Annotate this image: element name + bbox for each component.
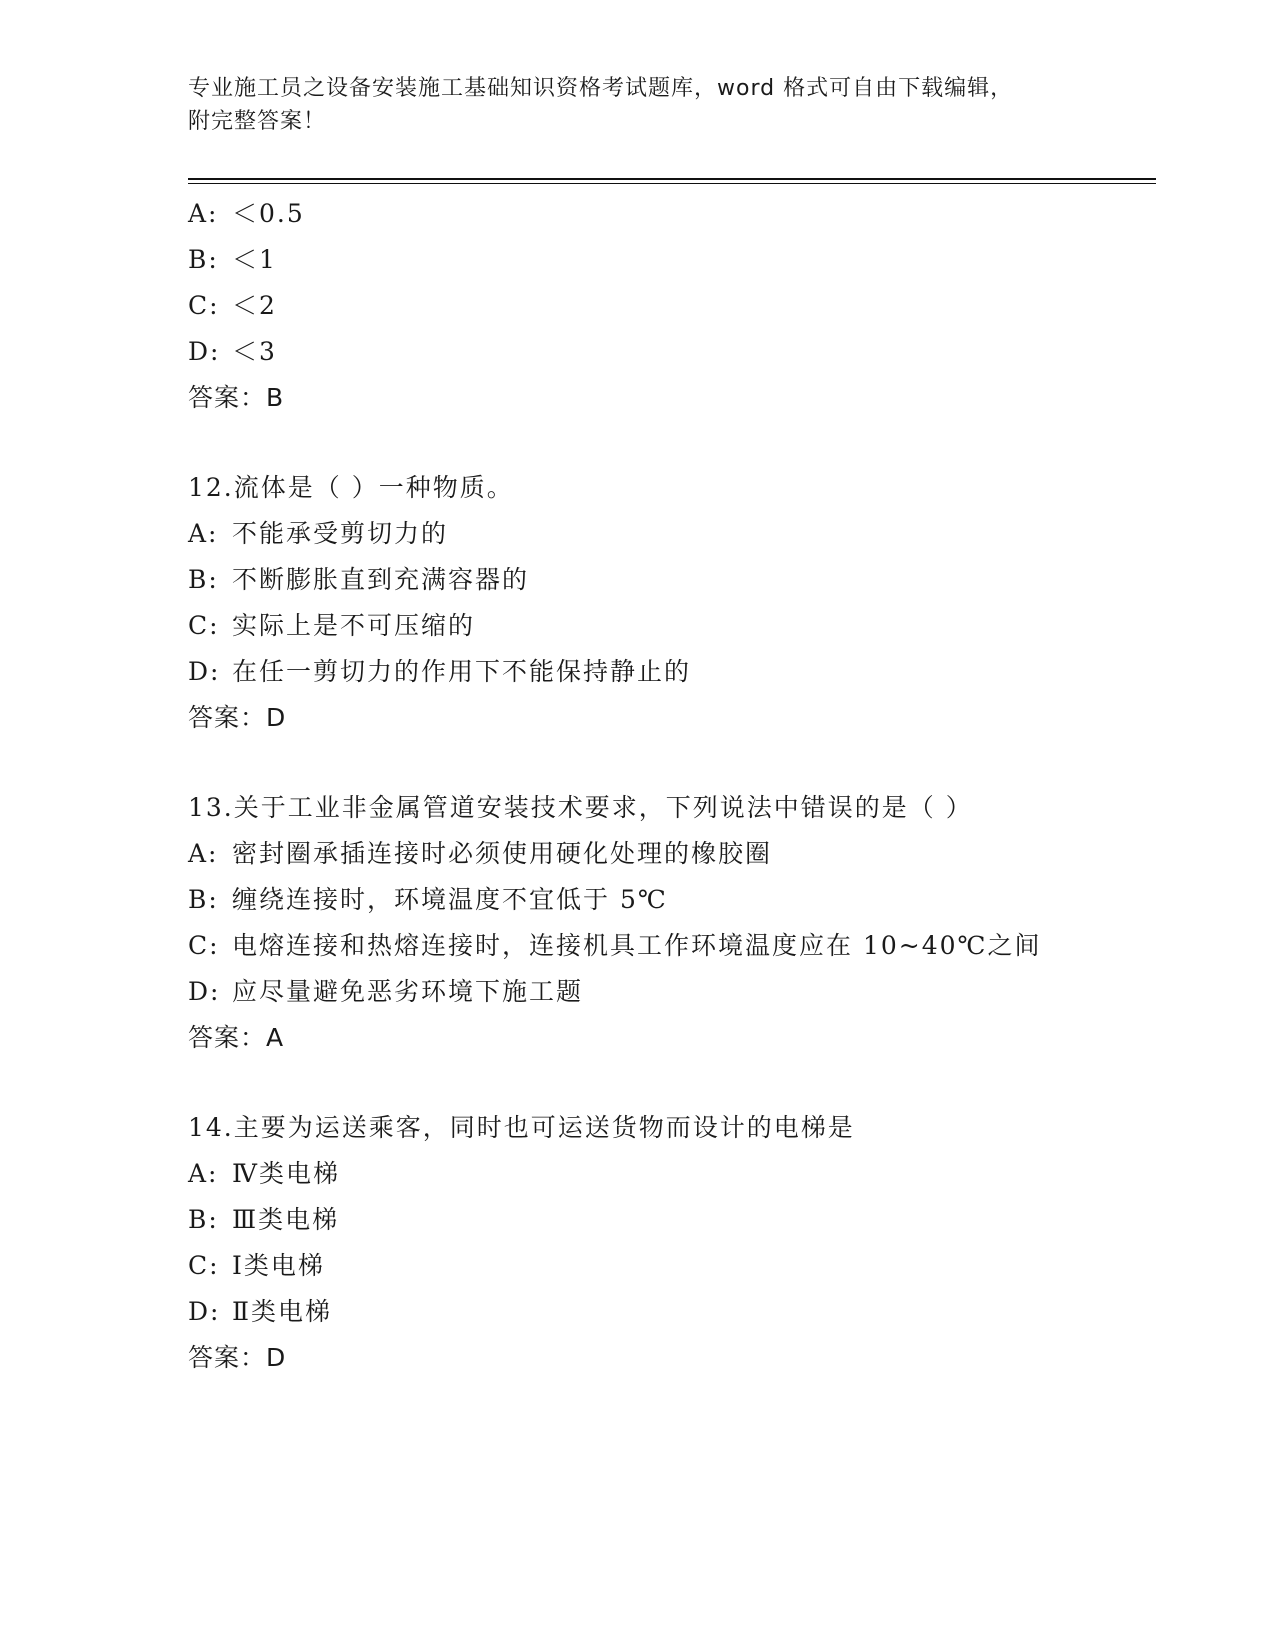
question-14 xyxy=(188,1105,1156,1381)
header-line-2: 附完整答案！ xyxy=(188,109,327,134)
question-11 xyxy=(188,191,1156,421)
option-text: 密封圈承插连接时必须使用硬化处理的橡胶圈 xyxy=(232,839,773,868)
header-divider-thick xyxy=(188,178,1156,180)
option-a xyxy=(188,511,1156,557)
question-13 xyxy=(188,785,1156,1061)
option-c xyxy=(188,283,1156,329)
option-key: A: xyxy=(188,839,219,868)
option-text: 在任一剪切力的作用下不能保持静止的 xyxy=(232,657,692,686)
option-b xyxy=(188,557,1156,603)
option-key: B: xyxy=(188,565,219,594)
option-text: 不能承受剪切力的 xyxy=(232,519,449,548)
header-divider-thin xyxy=(188,183,1156,184)
option-text: ＜2 xyxy=(232,291,277,320)
option-text: 缠绕连接时，环境温度不宜低于 5℃ xyxy=(232,885,668,914)
option-text: Ⅲ类电梯 xyxy=(232,1205,340,1234)
option-key: A: xyxy=(188,519,219,548)
answer-line: 答案：D xyxy=(188,703,287,732)
option-b xyxy=(188,237,1156,283)
question-12 xyxy=(188,465,1156,741)
option-d xyxy=(188,649,1156,695)
option-c xyxy=(188,603,1156,649)
option-key: D: xyxy=(188,657,221,686)
answer-line: 答案：A xyxy=(188,1023,285,1052)
option-key: D: xyxy=(188,1297,221,1326)
option-key: D: xyxy=(188,337,221,366)
option-a xyxy=(188,831,1156,877)
option-d xyxy=(188,1289,1156,1335)
option-a xyxy=(188,1151,1156,1197)
option-key: B: xyxy=(188,1205,219,1234)
option-text: 实际上是不可压缩的 xyxy=(232,611,476,640)
option-text: Ⅱ类电梯 xyxy=(232,1297,332,1326)
option-key: B: xyxy=(188,245,219,274)
option-d xyxy=(188,329,1156,375)
option-d xyxy=(188,969,1156,1015)
option-text: 电熔连接和热熔连接时，连接机具工作环境温度应在 10~40℃之间 xyxy=(232,931,1042,960)
option-key: A: xyxy=(188,199,219,228)
option-a xyxy=(188,191,1156,237)
document-header xyxy=(188,72,1088,138)
option-key: C: xyxy=(188,611,220,640)
option-b xyxy=(188,877,1156,923)
option-key: C: xyxy=(188,291,220,320)
spacer xyxy=(188,741,1156,785)
spacer xyxy=(188,1061,1156,1105)
option-text: Ⅳ类电梯 xyxy=(232,1159,340,1188)
question-list xyxy=(188,191,1156,1381)
option-key: B: xyxy=(188,885,219,914)
answer-line: 答案：D xyxy=(188,1343,287,1372)
option-text: 不断膨胀直到充满容器的 xyxy=(232,565,530,594)
header-line-1: 专业施工员之设备安装施工基础知识资格考试题库，word 格式可自由下载编辑， xyxy=(188,76,1014,101)
option-text: ＜1 xyxy=(232,245,277,274)
option-c xyxy=(188,923,1156,969)
question-text: 13.关于工业非金属管道安装技术要求，下列说法中错误的是（ ） xyxy=(188,793,973,822)
option-key: A: xyxy=(188,1159,219,1188)
question-text: 12.流体是（ ）一种物质。 xyxy=(188,473,514,502)
option-key: C: xyxy=(188,931,220,960)
option-text: ＜0.5 xyxy=(232,199,305,228)
answer-line: 答案：B xyxy=(188,383,285,412)
option-text: Ⅰ类电梯 xyxy=(232,1251,325,1280)
option-b xyxy=(188,1197,1156,1243)
option-text: ＜3 xyxy=(232,337,277,366)
option-c xyxy=(188,1243,1156,1289)
option-key: D: xyxy=(188,977,221,1006)
question-text: 14.主要为运送乘客，同时也可运送货物而设计的电梯是 xyxy=(188,1113,855,1142)
option-text: 应尽量避免恶劣环境下施工题 xyxy=(232,977,584,1006)
spacer xyxy=(188,421,1156,465)
option-key: C: xyxy=(188,1251,220,1280)
